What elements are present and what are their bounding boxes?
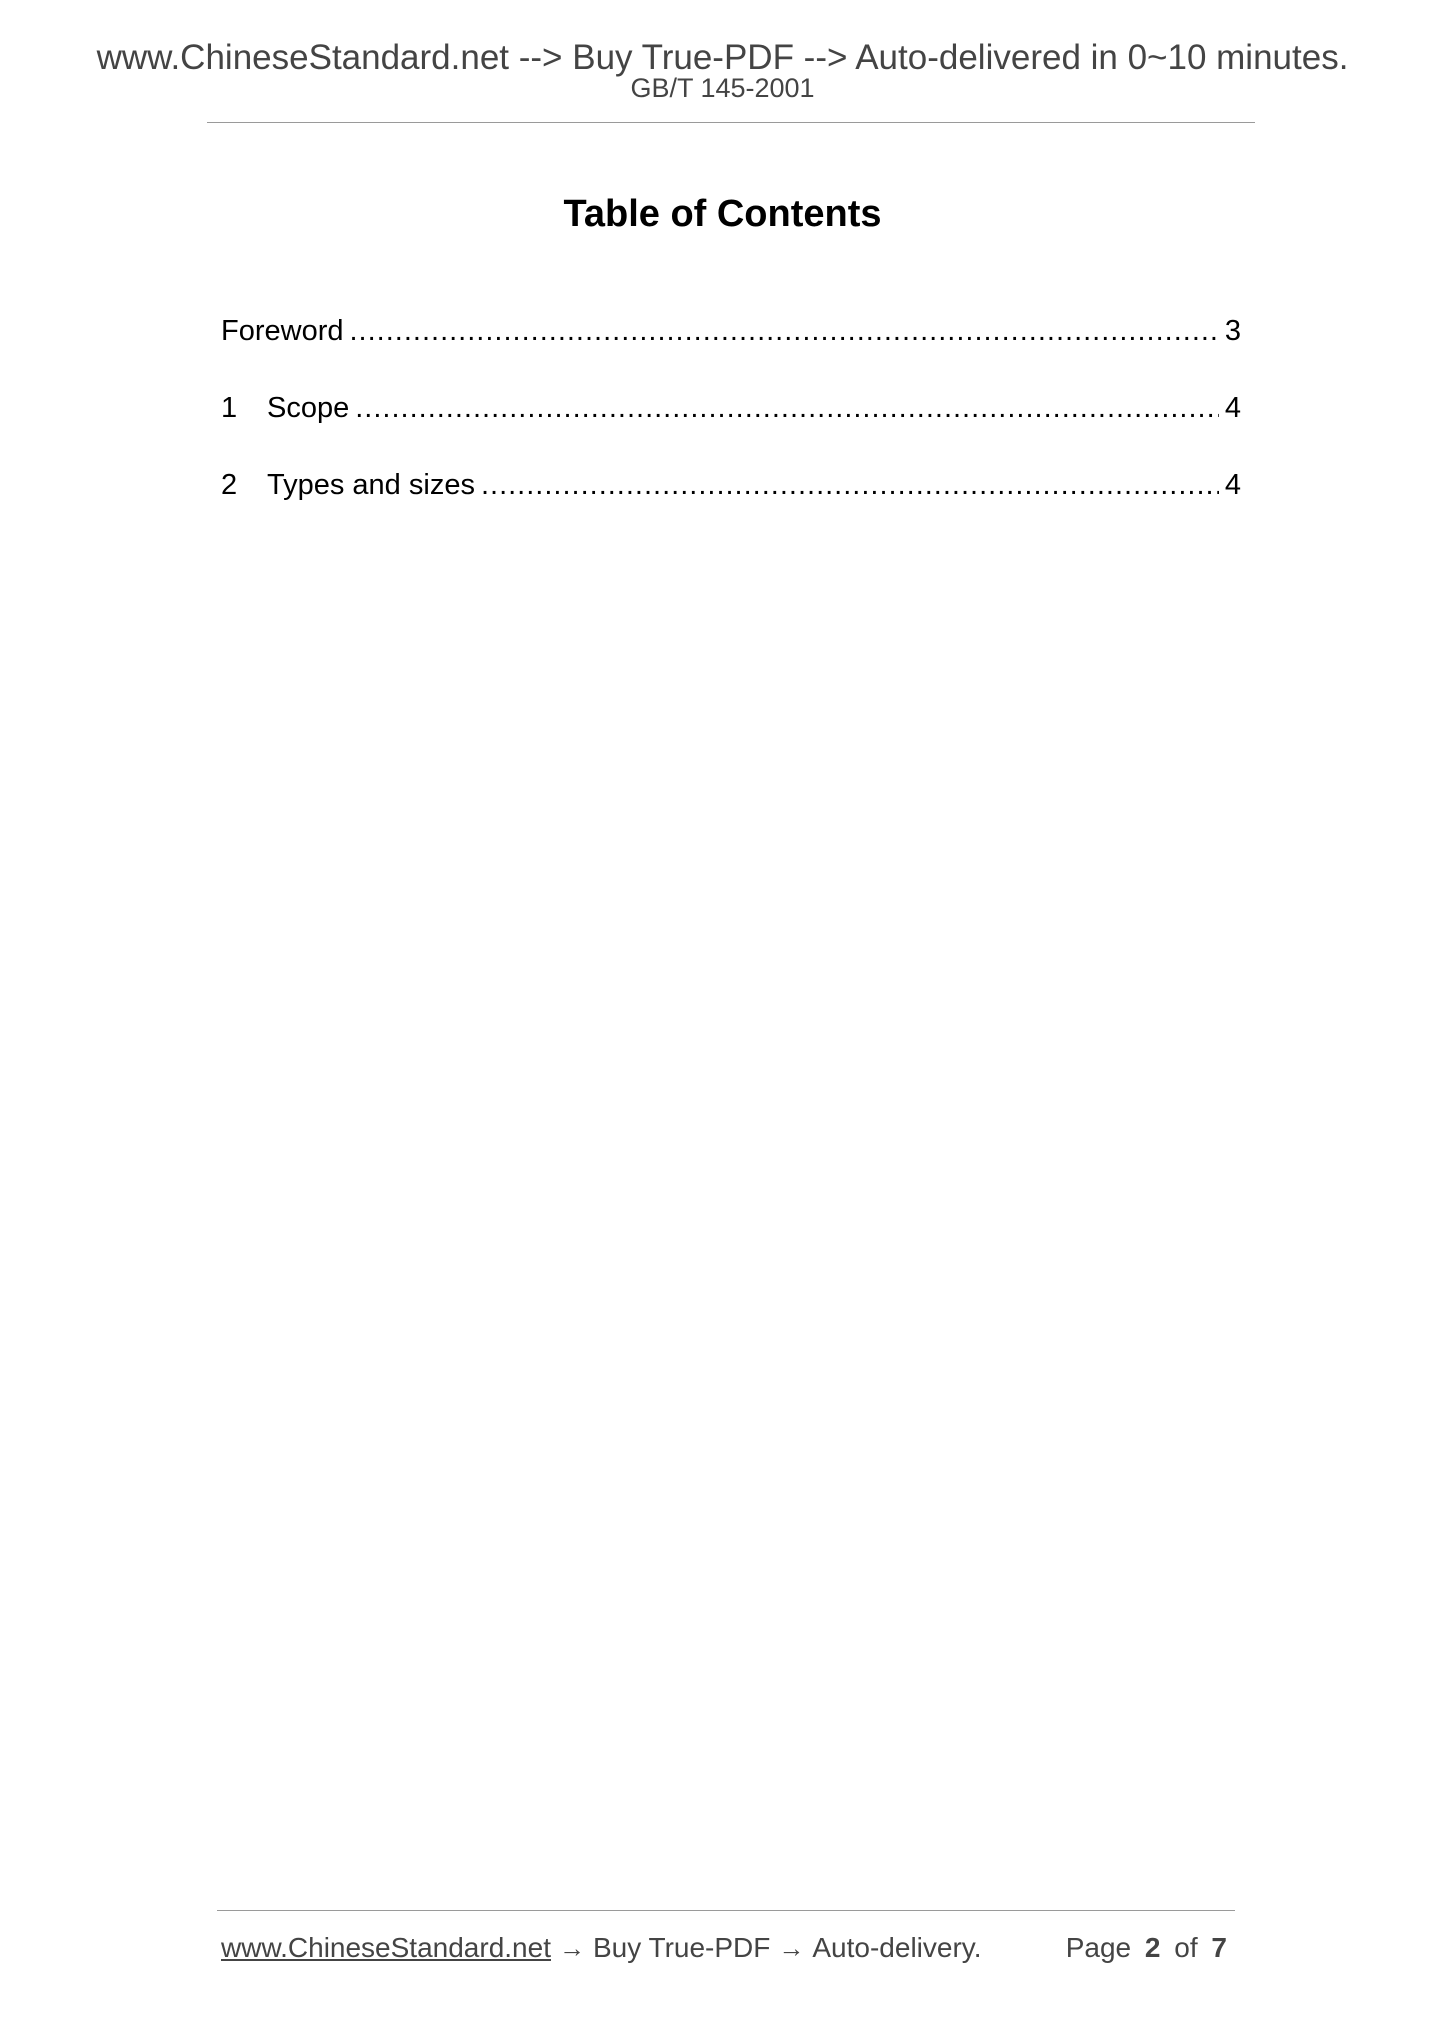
- footer-promo: [221, 1928, 981, 1968]
- toc-entry-label: Scope: [267, 392, 350, 424]
- header-divider: [207, 122, 1255, 123]
- toc-entry-page: 4: [1224, 469, 1241, 501]
- toc-dot-leader: [481, 462, 1219, 508]
- toc-dot-leader: [355, 385, 1219, 431]
- toc-entry-number: 2: [221, 469, 238, 501]
- toc-entry-page: 3: [1224, 315, 1241, 347]
- toc-dot-leader: [350, 308, 1219, 354]
- right-arrow-icon: →: [558, 1933, 585, 1963]
- toc-entry-label: Foreword: [221, 315, 344, 347]
- page-footer: [221, 1928, 1233, 1968]
- toc-entry-foreword[interactable]: [221, 308, 1241, 385]
- header-banner: www.ChineseStandard.net --> Buy True-PDF --> Auto-delivered in 0~10 minutes.: [96, 38, 1349, 77]
- toc-list: [221, 308, 1241, 539]
- toc-entry-number: 1: [221, 392, 238, 424]
- toc-entry-page: 4: [1224, 392, 1241, 424]
- page-current: 2: [1144, 1932, 1161, 1963]
- toc-entry-label: Types and sizes: [267, 469, 475, 501]
- footer-auto-text: Auto-delivery.: [812, 1932, 982, 1963]
- document-code: GB/T 145-2001: [630, 73, 815, 103]
- footer-site-link[interactable]: www.ChineseStandard.net: [221, 1932, 551, 1963]
- footer-divider: [217, 1910, 1235, 1911]
- of-word: of: [1174, 1932, 1198, 1963]
- page-word: Page: [1065, 1932, 1132, 1963]
- toc-entry-scope[interactable]: [221, 385, 1241, 462]
- page-total: 7: [1211, 1932, 1227, 1963]
- right-arrow-icon: →: [778, 1933, 805, 1963]
- page-number-indicator: [1066, 1928, 1233, 1968]
- toc-title: Table of Contents: [563, 193, 882, 235]
- footer-buy-text: Buy True-PDF: [592, 1932, 771, 1963]
- toc-entry-types-and-sizes[interactable]: [221, 462, 1241, 539]
